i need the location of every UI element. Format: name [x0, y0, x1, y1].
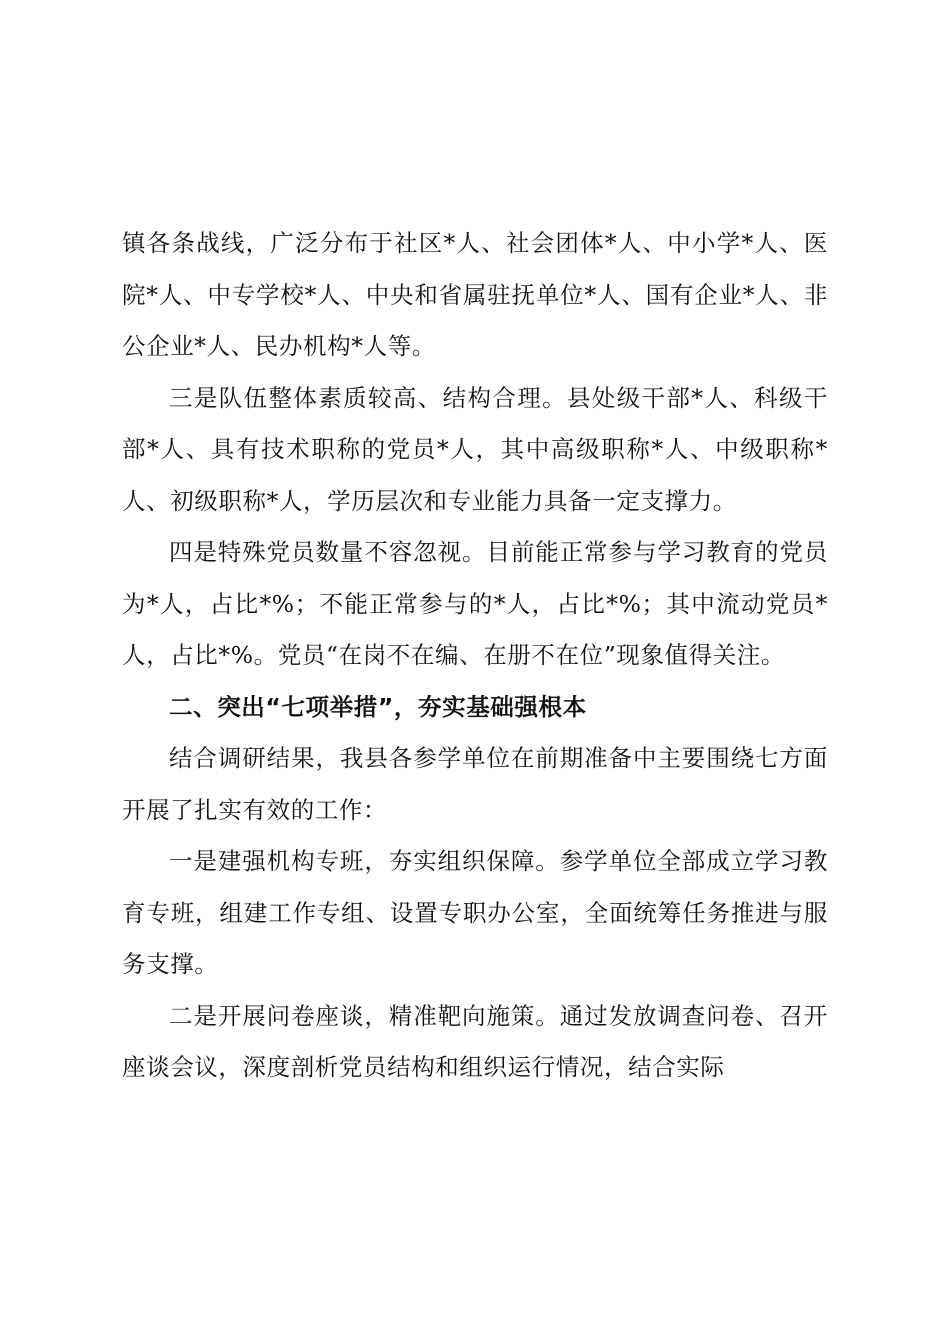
paragraph-team-quality: 三是队伍整体素质较高、结构合理。县处级干部*人、科级干部*人、具有技术职称的党员*人，其中高级职称*人、中级职称*人、初级职称*人，学历层次和专业能力具备一定支撑力。 — [122, 383, 828, 515]
section-heading-seven-measures: 二、突出“七项举措”，夯实基础强根本 — [169, 692, 587, 721]
document-body — [122, 218, 828, 1094]
paragraph-measure-one: 一是建强机构专班，夯实组织保障。参学单位全部成立学习教育专班，组建工作专组、设置专职办公室，全面统筹任务推进与服务支撑。 — [122, 847, 828, 978]
paragraph-special-members: 四是特殊党员数量不容忽视。目前能正常参与学习教育的党员为*人，占比*%；不能正常参与的*人，占比*%；其中流动党员*人，占比*%。党员“在岗不在编、在册不在位”现象值得关注。 — [122, 538, 828, 669]
paragraph-research-results: 结合调研结果，我县各参学单位在前期准备中主要围绕七方面开展了扎实有效的工作： — [122, 744, 828, 824]
paragraph-measure-two: 二是开展问卷座谈，精准靶向施策。通过发放调查问卷、召开座谈会议，深度剖析党员结构和组织运行情况，结合实际 — [122, 1001, 828, 1081]
paragraph-party-member-distribution: 镇各条战线，广泛分布于社区*人、社会团体*人、中小学*人、医院*人、中专学校*人、中央和省属驻抚单位*人、国有企业*人、非公企业*人、民办机构*人等。 — [122, 229, 828, 360]
